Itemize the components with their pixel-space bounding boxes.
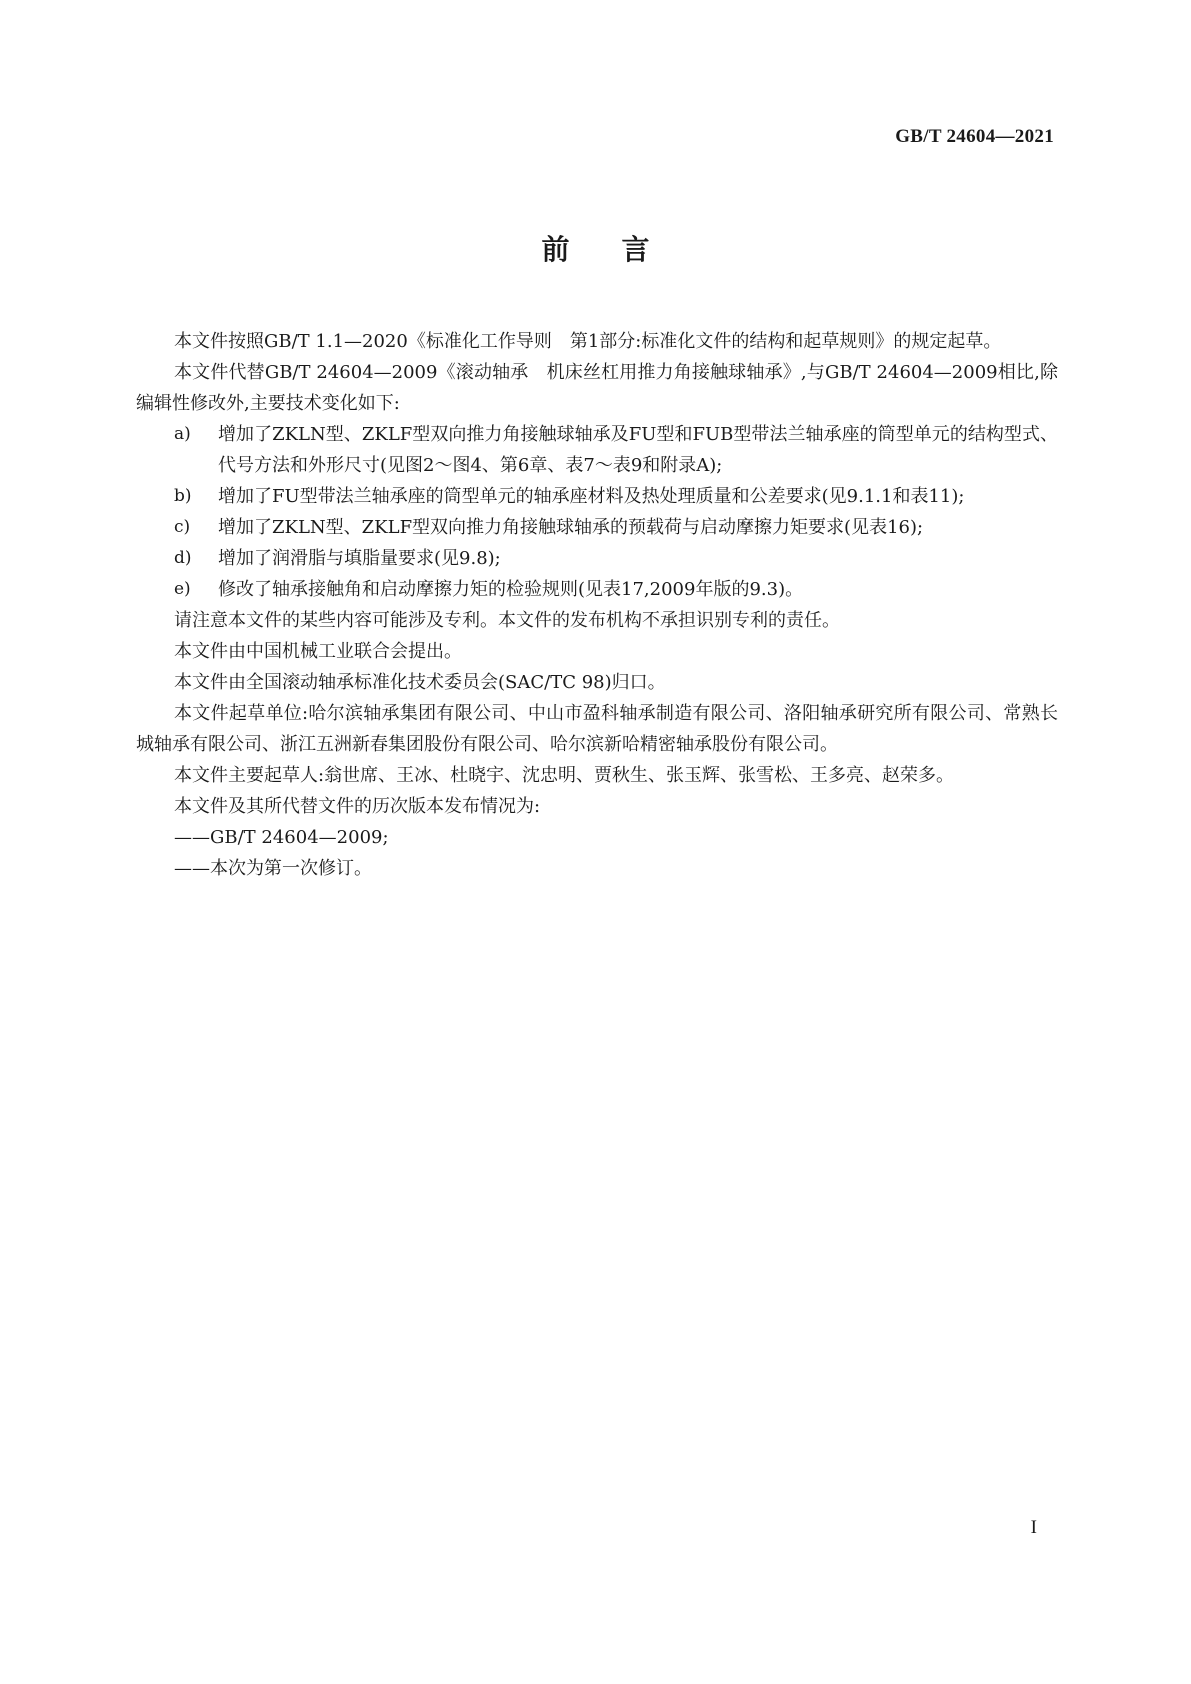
change-item-label: e) — [174, 579, 191, 599]
change-item-c — [136, 512, 1058, 543]
change-item-label: a) — [174, 424, 191, 444]
paragraph-centralized-by: 本文件由全国滚动轴承标准化技术委员会(SAC/TC 98)归口。 — [174, 672, 666, 693]
paragraph-patent-notice: 请注意本文件的某些内容可能涉及专利。本文件的发布机构不承担识别专利的责任。 — [174, 610, 840, 631]
foreword-body — [136, 326, 1058, 884]
page-number: I — [1030, 1517, 1037, 1538]
history-item: ——本次为第一次修订。 — [174, 858, 372, 879]
change-item-text: 增加了ZKLN型、ZKLF型双向推力角接触球轴承及FU型和FUB型带法兰轴承座的筒型单元的结构型式、代号方法和外形尺寸(见图2～图4、第6章、表7～表9和附录A); — [218, 424, 1058, 476]
change-item-b — [136, 481, 1058, 512]
paragraph-drafting-rules: 本文件按照GB/T 1.1—2020《标准化工作导则 第1部分:标准化文件的结构和起草规则》的规定起草。 — [174, 331, 1002, 352]
change-item-d — [136, 543, 1058, 574]
change-item-label: d) — [174, 548, 192, 568]
change-item-text: 增加了ZKLN型、ZKLF型双向推力角接触球轴承的预载荷与启动摩擦力矩要求(见表16); — [218, 517, 924, 538]
paragraph-proposed-by: 本文件由中国机械工业联合会提出。 — [174, 641, 462, 662]
paragraph-replacement: 本文件代替GB/T 24604—2009《滚动轴承 机床丝杠用推力角接触球轴承》,与GB/T 24604—2009相比,除编辑性修改外,主要技术变化如下: — [136, 362, 1058, 414]
change-item-text: 修改了轴承接触角和启动摩擦力矩的检验规则(见表17,2009年版的9.3)。 — [218, 579, 804, 600]
document-code: GB/T 24604—2021 — [895, 126, 1054, 147]
change-item-a — [136, 419, 1058, 481]
change-item-text: 增加了润滑脂与填脂量要求(见9.8); — [218, 548, 501, 569]
paragraph-history-intro: 本文件及其所代替文件的历次版本发布情况为: — [174, 796, 541, 817]
page-title: 前言 — [541, 233, 702, 266]
paragraph-drafting-units: 本文件起草单位:哈尔滨轴承集团有限公司、中山市盈科轴承制造有限公司、洛阳轴承研究所有限公司、常熟长城轴承有限公司、浙江五洲新春集团股份有限公司、哈尔滨新哈精密轴承股份有限公司。 — [136, 703, 1058, 755]
change-item-label: c) — [174, 517, 191, 537]
history-item: ——GB/T 24604—2009; — [174, 827, 389, 848]
change-item-e — [136, 574, 1058, 605]
change-item-label: b) — [174, 486, 192, 506]
change-item-text: 增加了FU型带法兰轴承座的筒型单元的轴承座材料及热处理质量和公差要求(见9.1.1和表11); — [218, 486, 965, 507]
paragraph-drafters: 本文件主要起草人:翁世席、王冰、杜晓宇、沈忠明、贾秋生、张玉辉、张雪松、王多亮、赵荣多。 — [174, 765, 955, 786]
